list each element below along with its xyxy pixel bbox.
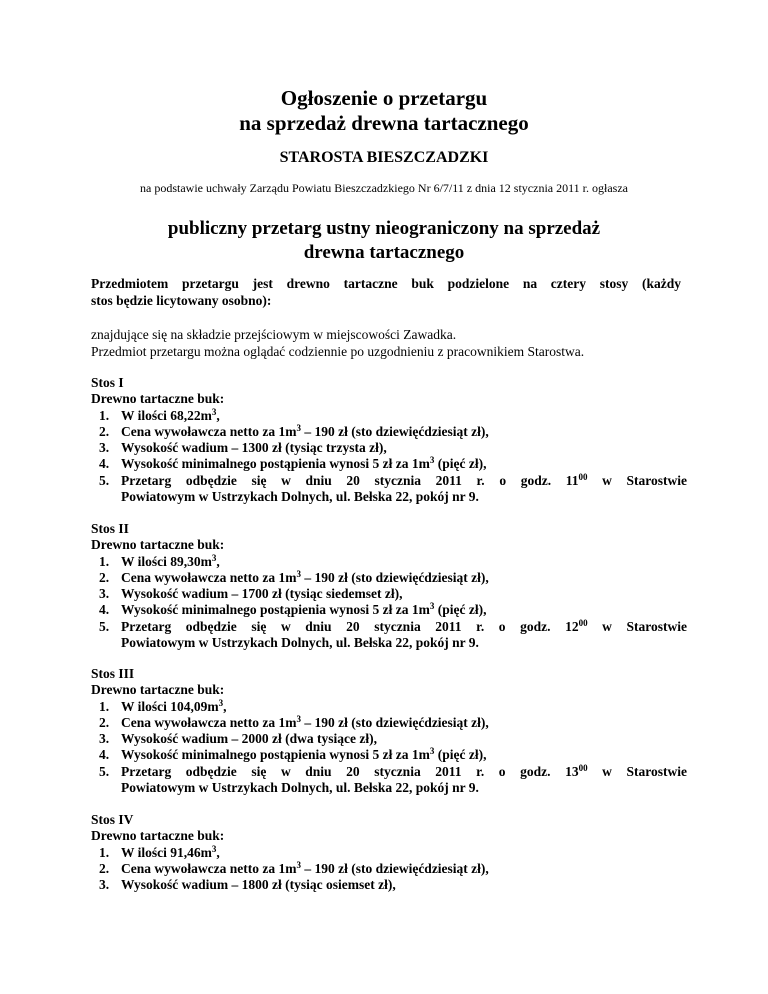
wood-label: Drewno tartaczne buk: [91,828,225,844]
stos-name: Stos II [91,521,129,536]
wood-label: Drewno tartaczne buk: [91,682,225,698]
list-item: 4. Wysokość minimalnego postąpienia wynosi 5 zł za $1m^3$ (pięć zł), [99,601,487,618]
list-item: 3. Wysokość wadium – 1300 zł (tysiąc trzysta zł), [99,440,387,456]
list-item: 5. Przetarg odbędzie się w dniu 20 stycznia 2011 r. o godz. $11^{00}$ w Starostwie [99,471,688,488]
stos-section-2 [91,521,687,651]
legal-basis: na podstawie uchwały Zarządu Powiatu Bieszczadzkiego Nr 6/7/11 z dnia 12 stycznia 2011 r. ogłasza [140,181,628,195]
stos-section-1 [91,375,687,505]
list-item: 1. W ilości $91,46m^3$, [99,843,220,860]
announcement-subtitle-line-2: drewna tartacznego [303,242,465,263]
list-item: 2. Cena wywoławcza netto za $1m^3 - 190$ zł (sto dziewięćdziesiąt zł), [99,422,489,439]
list-item: 2. Cena wywoławcza netto za $1m^3 - 190$ zł (sto dziewięćdziesiąt zł), [99,859,489,876]
list-item-continuation: Powiatowym w Ustrzykach Dolnych, ul. Bełska 22, pokój nr 9. [121,780,479,796]
list-item: 3. Wysokość wadium – 1800 zł (tysiąc osiemset zł), [99,877,396,893]
location-line-1: znajdujące się na składzie przejściowym w miejscowości Zawadka. [91,327,457,342]
wood-label: Drewno tartaczne buk: [91,537,225,553]
authority-heading: STAROSTA BIESZCZADZKI [279,149,489,166]
list-item: 5. Przetarg odbędzie się w dniu 20 stycznia 2011 r. o godz. $13^{00}$ w Starostwie [99,762,687,779]
stos-conditions-list [91,845,687,894]
list-item: 1. W ilości $68,22m^3$, [99,406,220,423]
page-title-line-2: na sprzedaż drewna tartacznego [239,111,529,135]
stos-section-3 [91,666,687,796]
intro-paragraph [91,276,681,309]
intro-line-1: Przedmiotem przetargu jest drewno tartaczne buk podzielone na cztery stosy (każdy [91,276,681,291]
list-item: 3. Wysokość wadium – 2000 zł (dwa tysiące zł), [99,731,377,747]
list-item-continuation: Powiatowym w Ustrzykach Dolnych, ul. Bełska 22, pokój nr 9. [121,489,479,505]
stos-section-4 [91,812,687,893]
list-item-continuation: Powiatowym w Ustrzykach Dolnych, ul. Bełska 22, pokój nr 9. [121,635,479,651]
stos-conditions-list [91,699,687,797]
list-item: 2. Cena wywoławcza netto za $1m^3 - 190$ zł (sto dziewięćdziesiąt zł), [99,713,489,730]
stos-conditions-list [91,408,687,506]
page-title-line-1: Ogłoszenie o przetargu [280,86,488,110]
stos-conditions-list [91,554,687,652]
intro-line-2: stos będzie licytowany osobno): [91,292,272,308]
list-item: 2. Cena wywoławcza netto za $1m^3 - 190$ zł (sto dziewięćdziesiąt zł), [99,568,489,585]
wood-label: Drewno tartaczne buk: [91,391,225,407]
list-item: 1. W ilości $104,09m^3$, [99,697,227,714]
list-item: 1. W ilości $89,30m^3$, [99,552,220,569]
announcement-subtitle-line-1: publiczny przetarg ustny nieograniczony na sprzedaż [167,218,601,239]
list-item: 4. Wysokość minimalnego postąpienia wynosi 5 zł za $1m^3$ (pięć zł), [99,746,487,763]
stos-name: Stos III [91,666,135,681]
location-paragraph [91,327,681,360]
list-item: 3. Wysokość wadium – 1700 zł (tysiąc siedemset zł), [99,586,403,602]
stos-name: Stos IV [91,812,134,827]
list-item: 5. Przetarg odbędzie się w dniu 20 stycznia 2011 r. o godz. $12^{00}$ w Starostwie [99,617,687,634]
stos-name: Stos I [91,375,124,390]
list-item: 4. Wysokość minimalnego postąpienia wynosi 5 zł za $1m^3$ (pięć zł), [99,455,487,472]
location-line-2: Przedmiot przetargu można oglądać codziennie po uzgodnieniu z pracownikiem Starostwa. [91,343,585,359]
